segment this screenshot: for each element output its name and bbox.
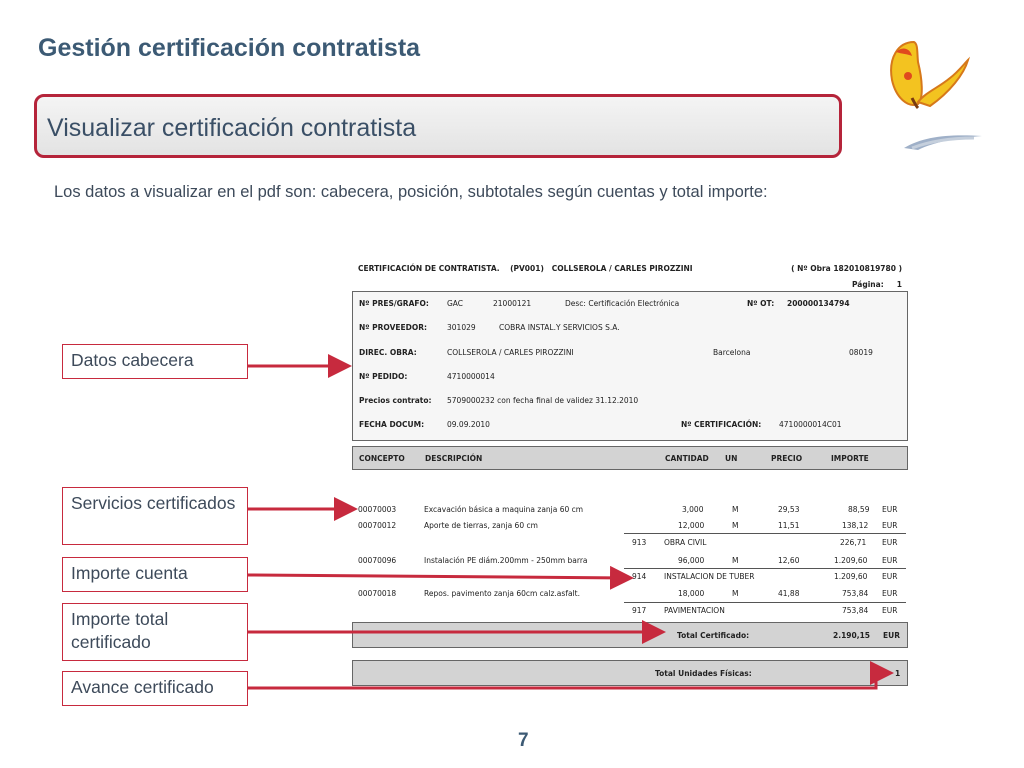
cell-importe: 753,84	[842, 606, 869, 615]
cell-desc: INSTALACION DE TUBER	[664, 572, 755, 581]
field-value: Desc: Certificación Electrónica	[565, 299, 680, 308]
cell-precio: 41,88	[778, 589, 800, 598]
field-value: 09.09.2010	[447, 420, 490, 429]
field-value: 5709000232 con fecha final de validez 31.12.2010	[447, 396, 639, 405]
field-label: Nº CERTIFICACIÓN:	[681, 420, 762, 429]
cell-cuenta: 913	[632, 538, 647, 547]
page-number: 7	[518, 730, 529, 751]
cell-un: M	[732, 505, 739, 514]
column-header: UN	[725, 454, 738, 463]
cell-precio: 11,51	[778, 521, 800, 530]
field-label: DIREC. OBRA:	[359, 348, 417, 357]
field-value: COLLSEROLA / CARLES PIROZZINI	[447, 348, 574, 357]
total-label: Total Certificado:	[677, 631, 750, 640]
pdf-doc-title-text: CERTIFICACIÓN DE CONTRATISTA.	[358, 264, 500, 273]
callout-importe-cuenta: Importe cuenta	[62, 557, 248, 592]
pdf-pagina-label: Página:	[852, 280, 884, 289]
cell-moneda: EUR	[882, 521, 898, 530]
field-label: Nº PEDIDO:	[359, 372, 408, 381]
cell-moneda: EUR	[882, 589, 898, 598]
field-value: 21000121	[493, 299, 532, 308]
cell-concepto: 00070018	[358, 589, 397, 598]
callout-importe-total: Importe total certificado	[62, 603, 248, 661]
cell-concepto: 00070012	[358, 521, 397, 530]
field-label: Nº PROVEEDOR:	[359, 323, 427, 332]
cell-cuenta: 917	[632, 606, 647, 615]
callout-servicios-certificados: Servicios certificados	[62, 487, 248, 545]
cell-concepto: 00070003	[358, 505, 397, 514]
cell-desc: Repos. pavimento zanja 60cm calz.asfalt.	[424, 589, 580, 598]
field-value: 200000134794	[787, 299, 850, 308]
cell-importe: 226,71	[840, 538, 867, 547]
cell-importe: 753,84	[842, 589, 869, 598]
cell-cuenta: 914	[632, 572, 647, 581]
cell-importe: 88,59	[848, 505, 870, 514]
cell-cantidad: 96,000	[678, 556, 705, 565]
intro-text: Los datos a visualizar en el pdf son: cabecera, posición, subtotales según cuentas y total importe:	[54, 183, 768, 201]
total-value: 2.190,15	[833, 631, 871, 640]
units-label: Total Unidades Físicas:	[655, 669, 752, 678]
field-value: Barcelona	[713, 348, 751, 357]
cell-un: M	[732, 589, 739, 598]
field-value: 08019	[849, 348, 873, 357]
pdf-doc-project: COLLSEROLA / CARLES PIROZZINI	[551, 264, 693, 273]
field-value: 4710000014	[447, 372, 495, 381]
field-value: 301029	[447, 323, 476, 332]
cell-desc: Excavación básica a maquina zanja 60 cm	[424, 505, 584, 514]
callout-datos-cabecera: Datos cabecera	[62, 344, 248, 379]
cell-moneda: EUR	[882, 505, 898, 514]
pdf-doc-code: (PV001)	[510, 264, 544, 273]
field-value: COBRA INSTAL.Y SERVICIOS S.A.	[499, 323, 620, 332]
callout-avance-certificado: Avance certificado	[62, 671, 248, 706]
cell-moneda: EUR	[882, 572, 898, 581]
arrow-importe-cuenta	[248, 575, 628, 578]
cell-moneda: EUR	[882, 606, 898, 615]
units-value: 1	[895, 669, 901, 678]
total-currency: EUR	[883, 631, 900, 640]
cell-importe: 138,12	[842, 521, 869, 530]
column-header: DESCRIPCIÓN	[425, 454, 483, 463]
page-title: Gestión certificación contratista	[38, 34, 421, 62]
cell-precio: 29,53	[778, 505, 800, 514]
cell-importe: 1.209,60	[834, 572, 868, 581]
column-header: PRECIO	[771, 454, 803, 463]
column-header: CONCEPTO	[359, 454, 405, 463]
field-value: GAC	[447, 299, 464, 308]
cell-cantidad: 3,000	[682, 505, 704, 514]
cell-desc: Aporte de tierras, zanja 60 cm	[424, 521, 538, 530]
pdf-obra: ( Nº Obra 182010819780 )	[791, 264, 902, 273]
field-label: FECHA DOCUM:	[359, 420, 425, 429]
column-header: IMPORTE	[831, 454, 869, 463]
cell-importe: 1.209,60	[834, 556, 868, 565]
cell-cantidad: 18,000	[678, 589, 705, 598]
field-label: Precios contrato:	[359, 396, 432, 405]
field-label: Nº PRES/GRAFO:	[359, 299, 429, 308]
field-label: Nº OT:	[747, 299, 775, 308]
cell-desc: PAVIMENTACION	[664, 606, 725, 615]
cell-concepto: 00070096	[358, 556, 397, 565]
column-header: CANTIDAD	[665, 454, 709, 463]
pdf-pagina-value: 1	[896, 280, 902, 289]
cell-un: M	[732, 556, 739, 565]
cell-desc: OBRA CIVIL	[664, 538, 707, 547]
cell-moneda: EUR	[882, 538, 898, 547]
cell-precio: 12,60	[778, 556, 800, 565]
cell-cantidad: 12,000	[678, 521, 705, 530]
field-value: 4710000014C01	[779, 420, 842, 429]
cell-desc: Instalación PE diám.200mm - 250mm barra	[424, 556, 588, 565]
cell-un: M	[732, 521, 739, 530]
subtitle-text: Visualizar certificación contratista	[47, 114, 417, 142]
arrow-avance	[248, 673, 888, 688]
cell-moneda: EUR	[882, 556, 898, 565]
